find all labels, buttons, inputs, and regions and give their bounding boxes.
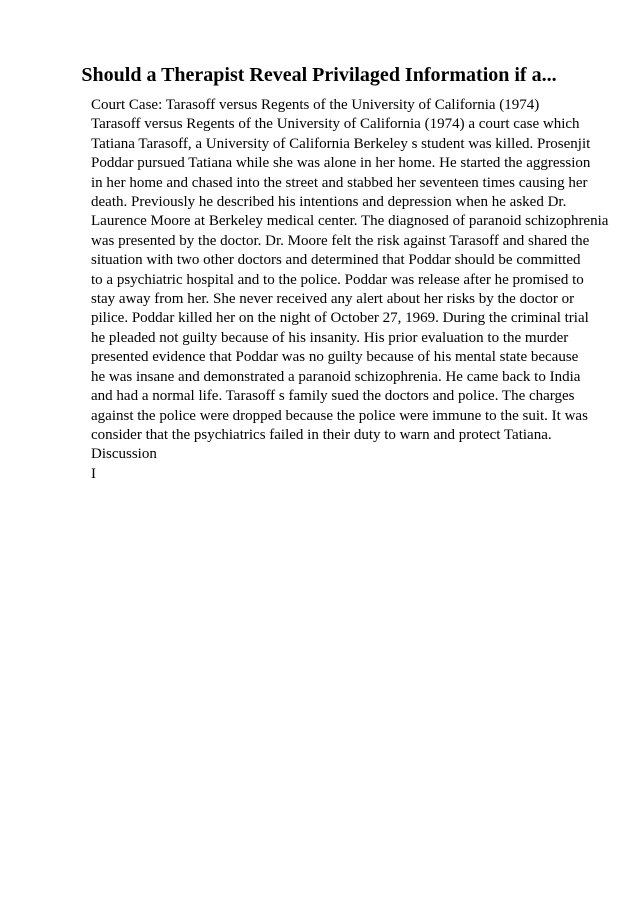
body-line: presented evidence that Poddar was no guilty because of his mental state because xyxy=(91,349,579,366)
body-line: Court Case: Tarasoff versus Regents of the University of California (1974) xyxy=(91,97,540,113)
body-line: in her home and chased into the street and stabbed her seventeen times causing her xyxy=(91,174,588,191)
document-title: Should a Therapist Reveal Privilaged Information if a... xyxy=(81,64,557,86)
body-line: Poddar pursued Tatiana while she was alone in her home. He started the aggression xyxy=(91,155,591,172)
body-line: Laurence Moore at Berkeley medical center. The diagnosed of paranoid schizophrenia xyxy=(91,213,609,230)
document-body xyxy=(91,96,636,484)
body-line: Tarasoff versus Regents of the University of California (1974) a court case which xyxy=(91,116,580,133)
body-line: pilice. Poddar killed her on the night of October 27, 1969. During the criminal trial xyxy=(91,310,589,327)
body-line: consider that the psychiatrics failed in their duty to warn and protect Tatiana. xyxy=(91,426,552,443)
body-line: against the police were dropped because the police were immune to the suit. It was xyxy=(91,407,588,424)
body-line: situation with two other doctors and determined that Poddar should be committed xyxy=(91,252,581,269)
body-line: was presented by the doctor. Dr. Moore felt the risk against Tarasoff and shared the xyxy=(91,232,590,249)
body-line: stay away from her. She never received any alert about her risks by the doctor or xyxy=(91,291,575,308)
body-line: and had a normal life. Tarasoff s family sued the doctors and police. The charges xyxy=(91,388,575,405)
body-line: to a psychiatric hospital and to the police. Poddar was release after he promised to xyxy=(91,271,584,288)
body-line: he was insane and demonstrated a paranoid schizophrenia. He came back to India xyxy=(91,368,581,385)
body-line: I xyxy=(91,465,96,482)
body-line: Tatiana Tarasoff, a University of California Berkeley s student was killed. Prosenjit xyxy=(91,135,591,152)
body-line: he pleaded not guilty because of his insanity. His prior evaluation to the murder xyxy=(91,329,569,346)
section-heading-discussion: Discussion xyxy=(91,446,157,463)
body-line: death. Previously he described his intentions and depression when he asked Dr. xyxy=(91,194,567,211)
